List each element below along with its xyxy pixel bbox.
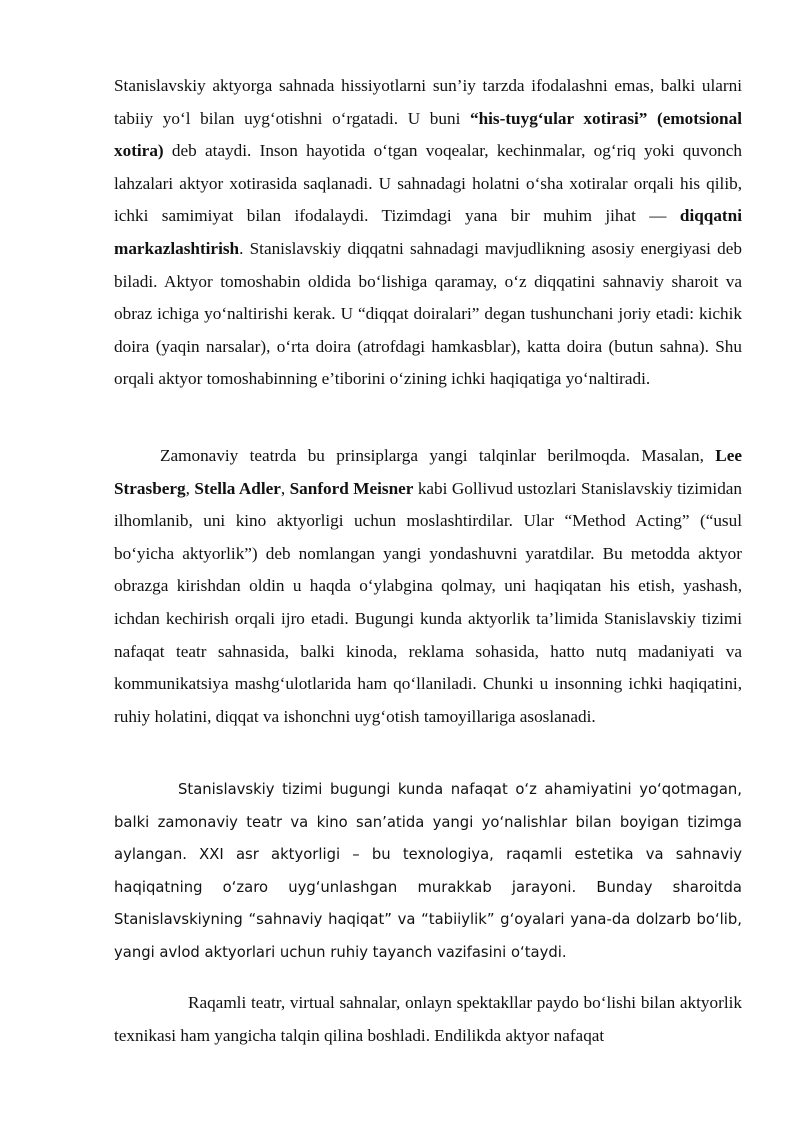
text-run: kabi Gollivud ustozlari Stanislavskiy tizimidan ilhomlanib, uni kino aktyorligi uchun moslashtirdilar. Ular “Method Acting” (“usul bo‘yicha aktyorlik”) deb nomlangan yangi yondashuvni yaratdilar. Bu metodda aktyor obrazga kirishdan oldin u haqda o‘ylabgina qolmay, uni haqiqatan his etish, yashash, ichdan kechirish orqali ijro etadi. Bugungi kunda aktyorlik ta’limida Stanislavskiy tizimi nafaqat teatr sahnasida, balki kinoda, reklama sohasida, hatto nutq madaniyati va kommunikatsiya mashg‘ulotlarida ham qo‘llaniladi. Chunki u insonning ichki haqiqatini, ruhiy holatini, diqqat va ishonchni uyg‘otish tamoyillariga asoslanadi. [114, 478, 743, 726]
paragraph-stanislavskiy-method [114, 70, 742, 396]
paragraph-text: Raqamli teatr, virtual sahnalar, onlayn spektakllar paydo bo‘lishi bilan aktyorlik texnikasi ham yangicha talqin qilina boshladi. Endilikda aktyor nafaqat [114, 993, 742, 1045]
text-run: . Stanislavskiy diqqatni sahnadagi mavjudlikning asosiy energiyasi deb biladi. Aktyor tomoshabin oldida bo‘lishiga qaramay, o‘z diqqatini sahnaviy sharoit va obraz ichiga yo‘naltirishi kerak. U “diqqat doiralari” degan tushunchani joriy etadi: kichik doira (yaqin narsalar), o‘rta doira (atrofdagi hamkasblar), katta doira (butun sahna). Shu orqali aktyor tomoshabinning e’tiborini o‘zining ichki haqiqatiga yo‘naltiradi. [114, 238, 742, 389]
paragraph-modern-interpretations [114, 440, 742, 733]
bold-term-emotional-memory: “his-tuyg‘ular xotirasi” (emotsional xotira) [114, 108, 742, 161]
bold-name-adler: Stella Adler [194, 478, 281, 498]
text-run: deb ataydi. Inson hayotida o‘tgan voqealar, kechinmalar, og‘riq yoki quvonch lahzalari aktyor xotirasida saqlanadi. U sahnadagi holatni o‘sha xotiralar orqali his qilib, ichki samimiyat bilan ifodalaydi. Tizimdagi yana bir muhim jihat — [114, 141, 742, 226]
separator: , [280, 478, 290, 498]
paragraph-digital-theatre [114, 987, 742, 1052]
text-run: Stanislavskiy aktyorga sahnada hissiyotlarni sun’iy tarzda ifodalashni emas, balki ularni tabiiy yo‘l bilan uyg‘otishni o‘rgatadi. U buni [114, 76, 742, 128]
paragraph-21st-century-acting [114, 774, 742, 970]
bold-name-meisner: Sanford Meisner [289, 478, 414, 498]
text-run: Zamonaviy teatrda bu prinsiplarga yangi talqinlar berilmoqda. Masalan, [160, 446, 716, 465]
paragraph-text: Stanislavskiy tizimi bugungi kunda nafaqat o‘z ahamiyatini yo‘qotmagan, balki zamonaviy teatr va kino san’atida yangi yo‘nalishlar bilan boyigan tizimga aylangan. XXI asr aktyorligi – bu texnologiya, raqamli estetika va sahnaviy haqiqatning o‘zaro uyg‘unlashgan murakkab jarayoni. Bunday sharoitda Stanislavskiyning “sahnaviy haqiqat” va “tabiiylik” g‘oyalari yana-da dolzarb bo‘lib, yangi avlod aktyorlari uchun ruhiy tayanch vazifasini o‘taydi. [114, 781, 742, 961]
bold-name-strasberg: Lee Strasberg [114, 446, 742, 498]
bold-term-concentration: diqqatni markazlashtirish [114, 206, 742, 258]
separator: , [185, 478, 195, 498]
